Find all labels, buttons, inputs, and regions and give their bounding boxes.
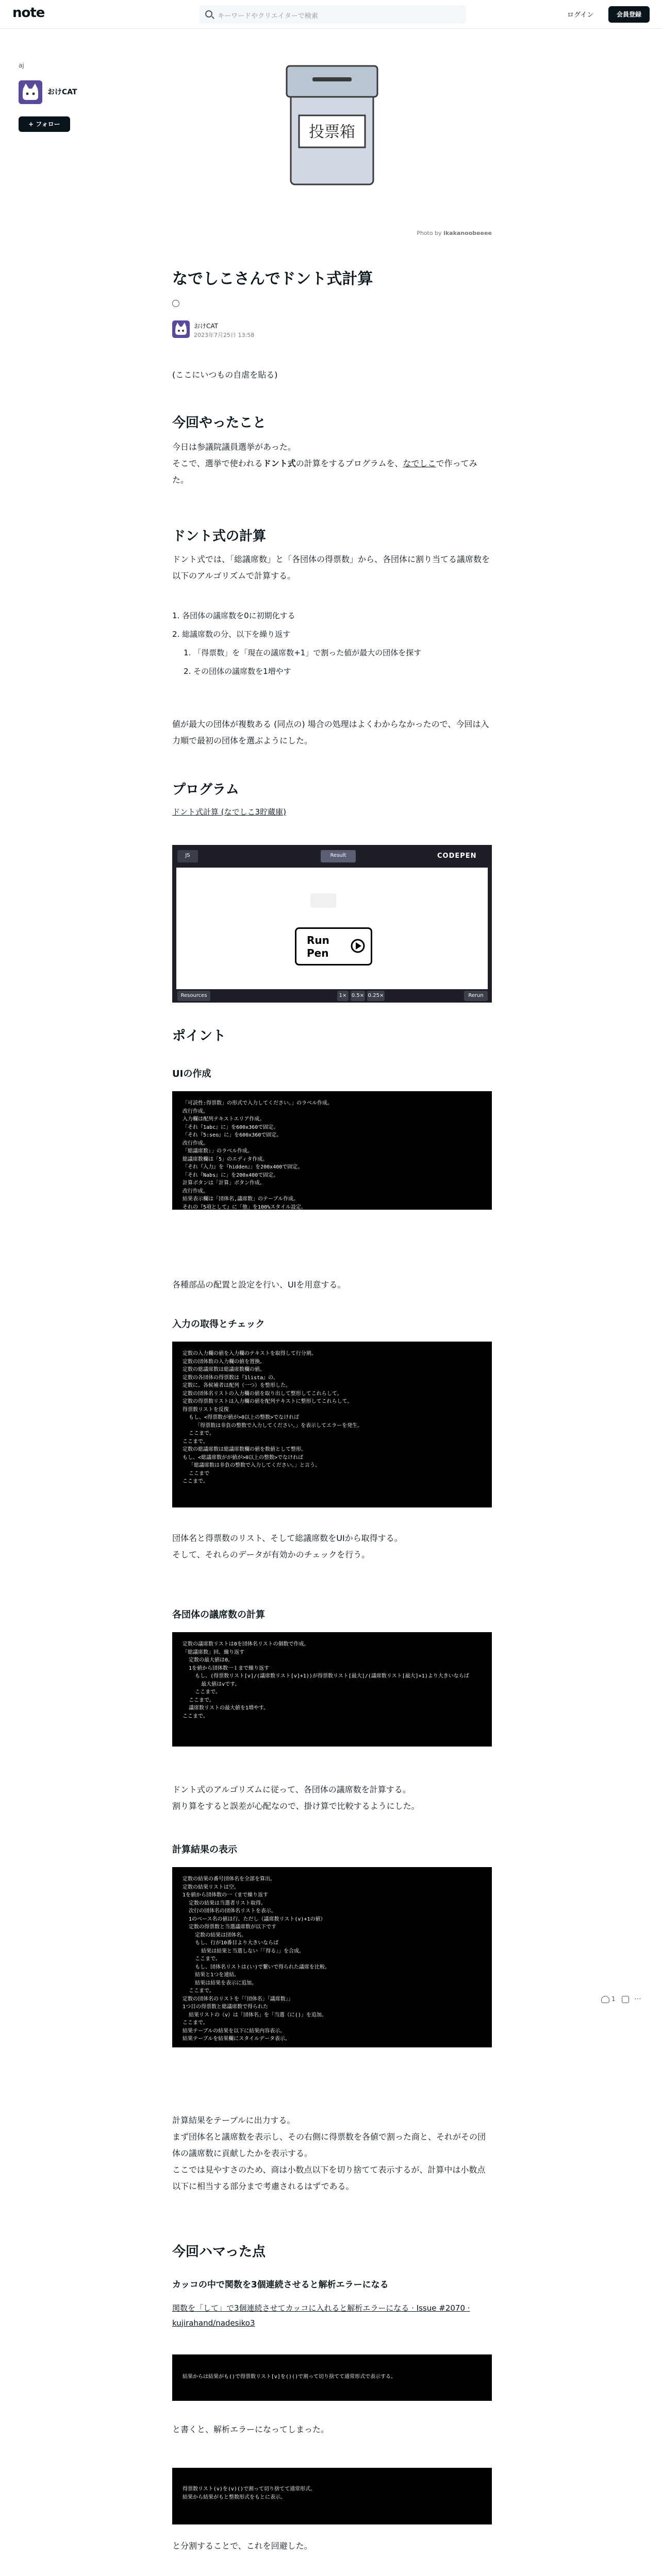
zoom-1x[interactable]: 1×	[337, 991, 349, 1001]
rerun-button[interactable]: Rerun	[464, 991, 488, 1001]
signup-button[interactable]: 会員登録	[608, 6, 650, 23]
post-author[interactable]: おけCAT	[194, 323, 218, 330]
like-count: 1	[611, 1995, 616, 2003]
like-icon[interactable]	[172, 300, 179, 307]
avatar[interactable]	[19, 80, 42, 104]
tab-result[interactable]: Result	[321, 850, 356, 862]
side-actions	[601, 1995, 642, 2005]
photo-credit: Photo by ikakanoobeeee	[417, 230, 492, 236]
list-item: 2. その団体の議席数を1増やす	[184, 667, 291, 676]
calc-caption-2: 割り算をすると誤差が心配なので、掛け算で比較するようにした。	[172, 1801, 420, 1811]
zoom-025x[interactable]: 0.25×	[367, 991, 385, 1001]
ui-caption: 各種部品の配置と設定を行い、UIを用意する。	[172, 1280, 346, 1290]
codepen-result	[176, 868, 488, 991]
eyecatch-image	[172, 57, 492, 227]
ballot-box-label: 投票箱	[309, 123, 355, 141]
list-item: 1. 各団体の議席数を0に初期化する	[172, 611, 295, 620]
heading-input: 入力の取得とチェック	[172, 1319, 265, 1330]
cat-avatar-icon	[19, 80, 42, 104]
search-input[interactable]: キーワードやクリエイターで検索	[218, 12, 318, 20]
post-date: 2023年7月25日 13:58	[194, 332, 255, 338]
trouble-1-caption: と書くと、解析エラーになってしまった。	[172, 2425, 329, 2434]
run-pen-button[interactable]: Run Pen	[295, 927, 372, 965]
show-caption-1: 計算結果をテーブルに出力する。	[172, 2115, 295, 2125]
login-link[interactable]: ログイン	[567, 11, 594, 19]
search-icon	[205, 10, 212, 18]
show-caption-3: ここでは見やすさのため、商は小数点以下を切り捨てて表示するが、計算中は小数点以下に相当する部分まで考慮されるはずである。	[172, 2165, 486, 2191]
author-avatar[interactable]	[172, 320, 190, 338]
codepen-footer	[172, 989, 492, 1003]
resources-button[interactable]: Resources	[177, 991, 210, 1001]
heading-calc: 各団体の議席数の計算	[172, 1609, 265, 1620]
nadesiko-link[interactable]: なでしこ	[403, 459, 436, 468]
comment-icon[interactable]	[622, 1996, 629, 2003]
list-item: 2. 総議席数の分、以下を繰り返す	[172, 630, 291, 639]
show-caption-2: まず団体名と議席数を表示し、その右側に得票数を各値で割った商と、それがその団体の議席数に貢献したかを表示する。	[172, 2132, 486, 2158]
codepen-toolbar	[172, 845, 492, 868]
issue-2070-link[interactable]: 関数を「して」で3個連続させてカッコに入れると解析エラーになる · Issue #2070 · kujirahand/nadesiko3	[172, 2303, 470, 2328]
s2-paragraph-2: 値が最大の団体が複数ある (同点の) 場合の処理はよくわからなかったので、今回は入力順で最初の団体を選ぶようにした。	[172, 719, 489, 745]
more-icon[interactable]: ⋯	[634, 1995, 641, 2003]
zoom-05x[interactable]: 0.5×	[351, 991, 365, 1001]
author-name[interactable]: おけCAT	[47, 88, 77, 96]
code-block-calc: 定数の議席数リストは0を団体名リストの個数で作成。 「総議席数」回、繰り返す 定数の最大値は0。 1を値から団体数一１まで繰り返す もし、(得票数リスト[v]/(議席数リスト[v]+1))が得票数リスト[最大]/(議席数リスト[最大]+1)より大きいならば 最大値はvです。 ここまで。 ここまで。 議席数リストの最大値を1増やす。 ここまで。	[172, 1632, 492, 1747]
code-block-ui: 「可読性:得票数」の形式で入力してください。」のラベル作成。 改行作成。 入力欄は配列テキストエリア作成。 「それ『1abc』に」を600x360で固定。 「それ『5:seo』に」を600x360で固定。 改行作成。 「総議席数:」のラベル作成。 総議席数欄は「5」のエディタ作成。 「それ『入力』を『hidden』」を200x400で固定。 「それ『Nabs』に」を200x400で固定。 計算ボタンは「計算」ボタン作成。 改行作成。 結果表示欄は「団体名,議席数」のテーブル作成。 それの『5項として』に「他」を100%スタイル設定。	[172, 1091, 492, 1210]
code-block-show: 定数の結果の番号団体名を全部を算出。 定数の結果リストは空。 1を値から団体数の一（まで繰り返す 定数の結果は当選者リスト取得。 次行の団体名の団体名リストを表示。 1のベース名の値は行、ただし（議席数リスト(v)+1の値） 定数の得票数と当選議席数が以下です 定数の結果は団体名。 もし、行が10番目より大きいならば 結果は結果と当選しない「「得る」」を合成。 ここまで。 もし、団体名リストは(い)で繋いで得られた議席を比較。 結果と1つを連結。 結果は結果を表示に追加。 ここまで。 定数の団体名のリストを「「団体名」「議席数」」 1つ目の得票数と総議席数で得られた 結果リストの（v）は「団体名」を「当選（に()」を追加。 ここまで。 結果テーブルの結果を以下に結果内容表示。 結果テーブルを結果欄にスタイルデータ表示。	[172, 1867, 492, 2047]
s2-paragraph-1: ドント式では、「総議席数」と「各団体の得票数」から、各団体に割り当てる議席数を以下のアルゴリズムで計算する。	[172, 554, 490, 581]
heading-troubles: 今回ハマった点	[172, 2244, 266, 2260]
algorithm-list	[172, 608, 492, 679]
heading-trouble-1: カッコの中で関数を3個連続させると解析エラーになる	[172, 2280, 389, 2290]
heading-program: プログラム	[172, 782, 239, 798]
heart-icon[interactable]	[601, 1996, 609, 2003]
search-bar[interactable]	[199, 5, 466, 24]
site-header	[0, 0, 662, 29]
heading-dhondt: ドント式の計算	[172, 529, 267, 544]
input-caption-1: 団体名と得票数のリスト、そして総議席数をUIから取得する。	[172, 1533, 403, 1543]
codepen-embed[interactable]	[172, 845, 492, 1003]
code-block-input: 定数の入力欄の値を入力欄のテキストを取得して行分割。 定数の団体数の入力欄の値を置換。 定数の総議席数は総議席数欄の値。 定数の各団体の得票数は『1lista』の、 定数に、各候補者は配列（一つ）を整形した。 定数の団体名リストの入力欄の値を取り出して整形してこれらして。 定数の得票数リストは入力欄の値を配列テキストに整形してこれらして。 得票数リストを反復 もし、<得票数が値が>0以上の整数>でなければ 「得票数は非負の整数で入力してください。」を表示してエラーを発生。 ここまで。 ここまで。 定数の総議席数は総議席数欄の値を数値として整形。 もし、<総議席数がが値が>0以上の整数>でなければ 「総議席数は非負の整数で入力してください。」と言う。 ここまで ここまで。	[172, 1342, 492, 1507]
heading-what-i-did: 今回やったこと	[172, 415, 267, 431]
list-item: 1. 「得票数」を「現在の議席数+1」で割った値が最大の団体を探す	[184, 648, 422, 657]
codepen-logo[interactable]: CODEPEN	[437, 852, 477, 860]
calc-caption-1: ドント式のアルゴリズムに従って、各団体の議席数を計算する。	[172, 1785, 411, 1794]
run-icon	[350, 938, 366, 954]
program-link[interactable]: ドント式計算 (なでしこ3貯蔵庫)	[172, 807, 287, 817]
code-block-trouble-1b: 得票数リスト(v)を(v)()で割って切り捨てて通常形式。 結果から結果がもと整数形式をもとに表示。	[172, 2468, 492, 2524]
intro-text: (ここにいつもの自虐を貼る)	[172, 370, 278, 380]
heading-points: ポイント	[172, 1028, 226, 1044]
follow-button[interactable]: + フォロー	[19, 116, 70, 132]
note-logo[interactable]: note	[12, 5, 45, 21]
heading-ui: UIの作成	[172, 1069, 211, 1079]
heading-show: 計算結果の表示	[172, 1844, 237, 1855]
article-title: なでしこさんでドント式計算	[172, 270, 373, 288]
magazine-label[interactable]: aj	[19, 62, 24, 69]
result-placeholder	[310, 893, 336, 908]
trouble-1b-caption: と分割することで、これを回避した。	[172, 2541, 312, 2551]
s1-paragraph-1: 今日は参議院議員選挙があった。	[172, 442, 296, 452]
input-caption-2: そして、それらのデータが有効かのチェックを行う。	[172, 1550, 370, 1560]
code-block-trouble-1: 結果からは結果がも()で得票数リスト[v]を()()で割って切り捨てて通常形式で表示する。	[172, 2354, 492, 2401]
tab-js[interactable]: JS	[177, 850, 198, 862]
s1-paragraph-2: そこで、選挙で使われるドント式の計算をするプログラムを、なでしこで作ってみた。	[172, 459, 477, 485]
